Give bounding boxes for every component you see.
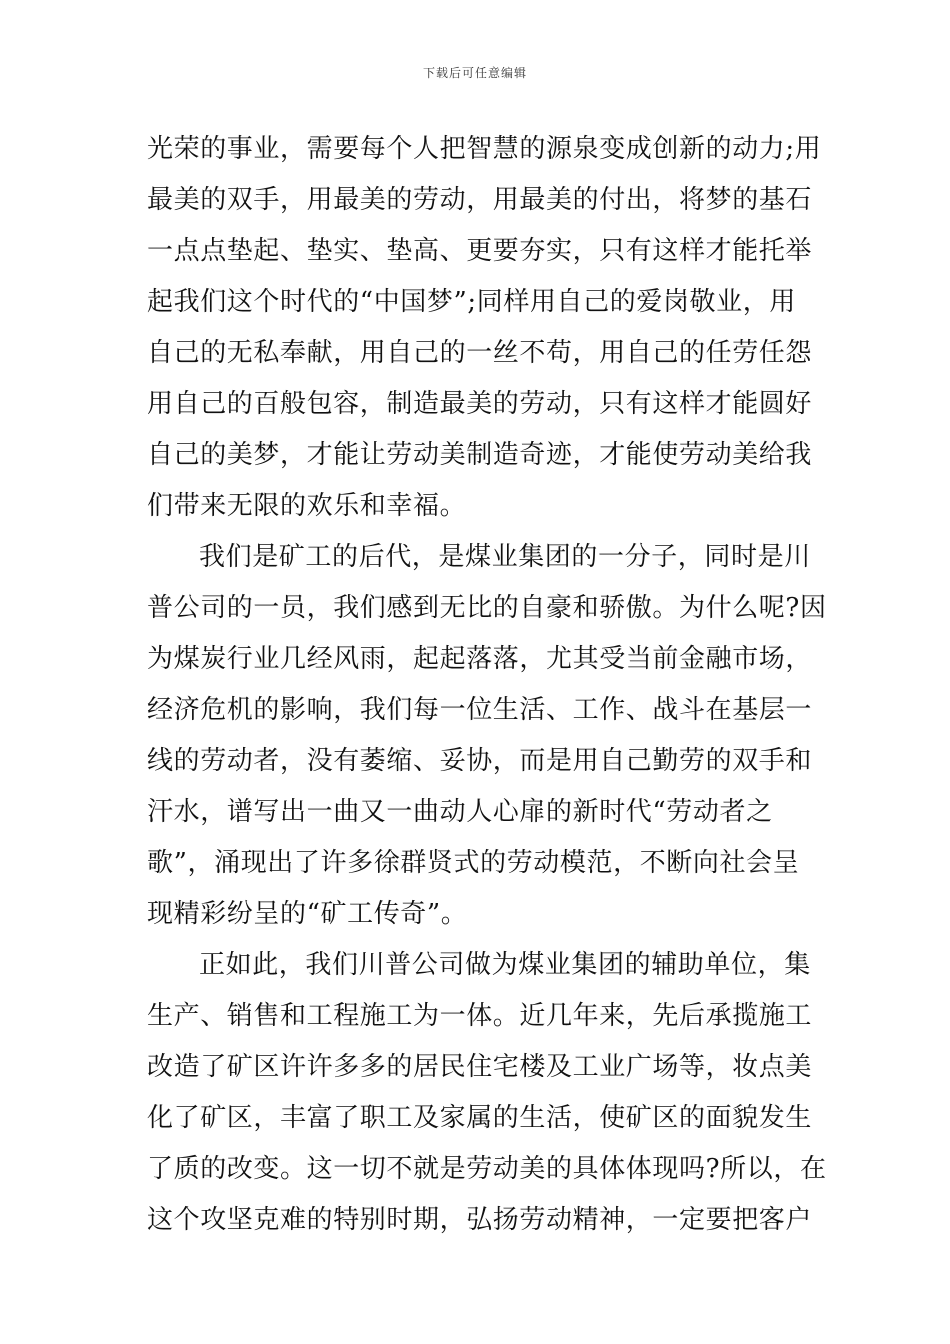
document-body — [147, 124, 827, 1246]
text-line: 们带来无限的欢乐和幸福。 — [147, 491, 467, 521]
text-line: 了质的改变。这一切不就是劳动美的具体体现吗?所以，在 — [147, 1154, 827, 1184]
text-line: 正如此，我们川普公司做为煤业集团的辅助单位，集 — [199, 950, 811, 980]
text-line: 现精彩纷呈的“矿工传奇”。 — [147, 899, 468, 929]
text-line: 化了矿区，丰富了职工及家属的生活，使矿区的面貌发生 — [147, 1103, 813, 1133]
text-line: 生产、销售和工程施工为一体。近几年来，先后承揽施工 — [147, 1001, 813, 1031]
text-line: 歌”，涌现出了许多徐群贤式的劳动模范，不断向社会呈 — [147, 848, 800, 878]
text-line: 自己的美梦，才能让劳动美制造奇迹，才能使劳动美给我 — [147, 440, 813, 470]
paragraph-2 — [147, 532, 827, 940]
paragraph-3 — [147, 940, 827, 1246]
page-header: 下载后可任意编辑 — [422, 66, 527, 80]
text-line: 一点点垫起、垫实、垫高、更要夯实，只有这样才能托举 — [147, 236, 813, 266]
paragraph-1 — [147, 124, 822, 532]
text-line: 线的劳动者，没有萎缩、妥协，而是用自己勤劳的双手和 — [147, 746, 813, 776]
text-line: 最美的双手，用最美的劳动，用最美的付出，将梦的基石 — [147, 185, 813, 215]
text-line: 光荣的事业，需要每个人把智慧的源泉变成创新的动力;用 — [147, 134, 822, 164]
text-line: 为煤炭行业几经风雨，起起落落，尤其受当前金融市场， — [147, 644, 813, 674]
text-line: 起我们这个时代的“中国梦”;同样用自己的爱岗敬业，用 — [147, 287, 796, 317]
text-line: 用自己的百般包容，制造最美的劳动，只有这样才能圆好 — [147, 389, 813, 419]
text-line: 普公司的一员，我们感到无比的自豪和骄傲。为什么呢?因 — [147, 593, 827, 623]
text-line: 改造了矿区许许多多的居民住宅楼及工业广场等，妆点美 — [147, 1052, 813, 1082]
text-line: 这个攻坚克难的特别时期，弘扬劳动精神，一定要把客户 — [147, 1205, 813, 1235]
text-line: 自己的无私奉献，用自己的一丝不苟，用自己的任劳任怨 — [147, 338, 813, 368]
text-line: 我们是矿工的后代，是煤业集团的一分子，同时是川 — [199, 542, 811, 572]
text-line: 经济危机的影响，我们每一位生活、工作、战斗在基层一 — [147, 695, 813, 725]
text-line: 汗水，谱写出一曲又一曲动人心扉的新时代“劳动者之 — [147, 797, 773, 827]
